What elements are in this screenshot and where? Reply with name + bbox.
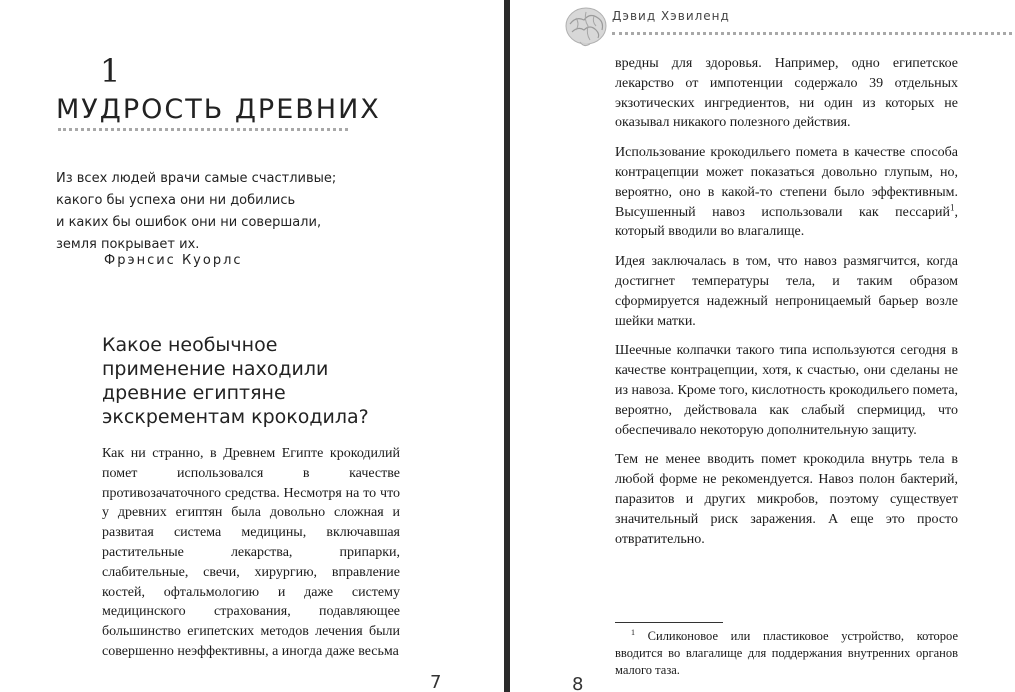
paragraph-text: , который вводили во влагалище. [615, 204, 958, 240]
epigraph-line: какого бы успеха они ни добились [56, 193, 296, 208]
running-header-author: Дэвид Хэвиленд [612, 9, 730, 23]
right-page [510, 0, 1015, 692]
chapter-dotted-rule [58, 128, 348, 131]
right-body-text [615, 54, 958, 559]
left-page [0, 0, 504, 692]
question-line: древние египтяне [102, 382, 286, 404]
epigraph-line: Из всех людей врачи самые счастливые; [56, 171, 337, 186]
body-paragraph: Идея заключалась в том, что навоз размягчится, когда достигнет температуры тела, и таким образом сформируется надежный непроницаемый барьер возле шейки матки. [615, 254, 958, 329]
epigraph-line: земля покрывает их. [56, 237, 200, 252]
header-dotted-rule [612, 32, 1012, 35]
left-body-text [102, 444, 400, 662]
body-paragraph: вредны для здоровья. Например, одно египетское лекарство от импотенции содержало 39 отдельных экзотических ингредиентов, ни один из которых не оказывал никакого полезного действия. [615, 56, 958, 131]
footnote-reference[interactable]: 1 [950, 201, 955, 212]
page-number: 8 [572, 674, 584, 692]
footnote-rule [615, 622, 723, 623]
epigraph-line: и каких бы ошибок они ни совершали, [56, 215, 322, 230]
footnote-mark: 1 [631, 627, 635, 637]
body-paragraph: Шеечные колпачки такого типа используются сегодня в качестве контрацепции, хотя, к счастью, они сделаны не из навоза. Кроме того, кислотность крокодильего помета, вероятно, действовала как слабый спермицид, что обеспечивало некоторую дополнительную защиту. [615, 343, 958, 438]
epigraph [56, 168, 386, 256]
footnote-text: Силиконовое или пластиковое устройство, которое вводится во влагалище для поддержания внутренних органов малого таза. [615, 629, 958, 677]
body-paragraph-with-footnote [615, 143, 958, 242]
chapter-number: 1 [100, 52, 122, 90]
epigraph-author: Фрэнсис Куорлс [104, 253, 243, 268]
footnote [615, 628, 958, 679]
page-number: 7 [430, 672, 442, 692]
chapter-title: МУДРОСТЬ ДРЕВНИХ [56, 94, 381, 125]
question-line: применение находили [102, 358, 329, 380]
section-question [102, 333, 402, 429]
question-line: экскрементам крокодила? [102, 406, 369, 428]
question-line: Какое необычное [102, 334, 278, 356]
body-paragraph: Как ни странно, в Древнем Египте крокодилий помет использовался в качестве противозачаточного средства. Несмотря на то что у древних египтян была довольно сложная и развитая система медицины, включавшая растительные лекарства, припарки, слабительные, свечи, хирургию, вправление костей, офтальмологию и даже систему медицинского страхования, подавляющее большинство египетских методов лечения были совершенно неэффективны, а иногда даже весьма [102, 446, 400, 659]
body-paragraph: Тем не менее вводить помет крокодила внутрь тела в любой форме не рекомендуется. Навоз полон бактерий, паразитов и других микробов, поэтому существует значительный риск заражения. А еще это просто отвратительно. [615, 452, 958, 547]
paragraph-text: Использование крокодильего помета в качестве способа контрацепции может показаться довольно глупым, но, вероятно, оно в какой-то степени было эффективным. Высушенный навоз использовали как пессарий [615, 145, 958, 220]
brain-icon [564, 4, 608, 50]
